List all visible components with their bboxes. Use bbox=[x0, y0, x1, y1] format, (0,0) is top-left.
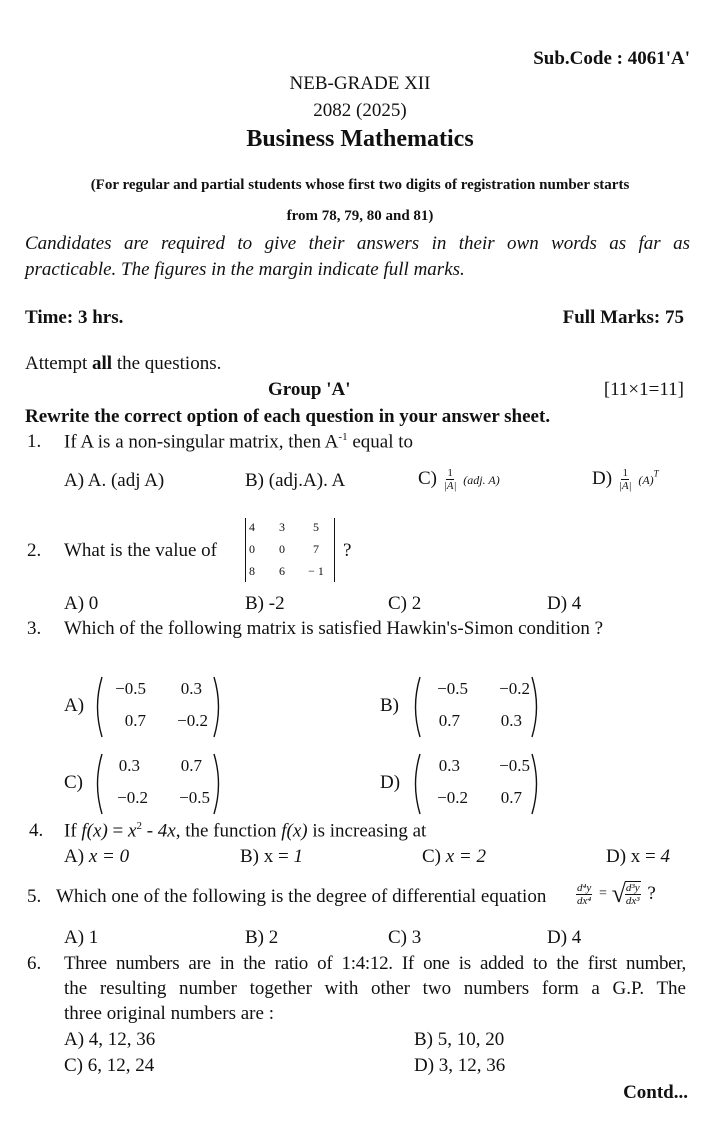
sub-code: Sub.Code : 4061'A' bbox=[533, 48, 690, 69]
full-marks: Full Marks: 75 bbox=[562, 307, 684, 328]
q4-option-c: C) x = 2 bbox=[422, 846, 487, 867]
q6-option-b: B) 5, 10, 20 bbox=[414, 1029, 505, 1050]
q6-text-line3: three original numbers are : bbox=[64, 1003, 274, 1024]
q6-number: 6. bbox=[27, 953, 42, 974]
q2-option-d: D) 4 bbox=[547, 593, 582, 614]
q1-text: If A is a non-singular matrix, then $A^{-1}$ equal to bbox=[64, 431, 414, 453]
q6-option-a: A) 4, 12, 36 bbox=[64, 1029, 156, 1050]
q1-option-d: D) $\frac{1}{|A|}$ $(A)^T$ bbox=[592, 467, 659, 492]
q2-option-a: A) 0 bbox=[64, 593, 99, 614]
q3-option-d-label: D) bbox=[380, 772, 401, 793]
q5-option-a: A) 1 bbox=[64, 927, 99, 948]
q3-option-a-matrix: −0.5 0.3 0.7 −0.2 bbox=[92, 675, 224, 739]
q4-option-b: B) x = 1 bbox=[240, 846, 303, 867]
q2-option-c: C) 2 bbox=[388, 593, 422, 614]
q1-option-c: C) $\frac{1}{|A|}$ (adj. A) bbox=[418, 467, 500, 492]
group-instruction: Rewrite the correct option of each question in your answer sheet. bbox=[25, 406, 551, 427]
q3-option-a-label: A) bbox=[64, 695, 85, 716]
instruction-line2: practicable. The figures in the margin indicate full marks. bbox=[25, 259, 465, 280]
q4-number: 4. bbox=[29, 820, 44, 841]
q5-option-b: B) 2 bbox=[245, 927, 279, 948]
instruction-line1: Candidates are required to give their answers in their own words as far as bbox=[25, 233, 690, 254]
exam-year: 2082 (2025) bbox=[313, 100, 407, 121]
q5-equation: $\frac{\text{d⁴y}}{\text{dx⁴}}$ = √ $\frac{\text{d³y}}{\text{dx³}}$ ? bbox=[577, 879, 656, 908]
q1-option-b: B) (adj.A). A bbox=[245, 470, 346, 491]
q6-text-line1: Three numbers are in the ratio of 1:4:12. If one is added to the first number, bbox=[64, 953, 686, 974]
q5-option-c: C) 3 bbox=[388, 927, 422, 948]
q3-option-d-matrix: 0.3 −0.5 −0.2 0.7 bbox=[410, 752, 542, 816]
continued-label: Contd... bbox=[623, 1082, 688, 1103]
group-marks: [11×1=11] bbox=[603, 379, 684, 400]
q6-option-d: D) 3, 12, 36 bbox=[414, 1055, 506, 1076]
q3-text: Which of the following matrix is satisfied Hawkin's-Simon condition ? bbox=[64, 618, 604, 639]
q3-option-b-label: B) bbox=[380, 695, 399, 716]
q3-option-c-label: C) bbox=[64, 772, 83, 793]
q6-text-line2: the resulting number together with other two numbers form a G.P. The bbox=[64, 978, 686, 999]
q5-text: Which one of the following is the degree of differential equation bbox=[56, 886, 547, 907]
q1-number: 1. bbox=[27, 431, 42, 452]
q2-determinant: 4 3 5 0 0 7 8 6 − 1 bbox=[245, 518, 335, 582]
q2-number: 2. bbox=[27, 540, 42, 561]
q6-option-c: C) 6, 12, 24 bbox=[64, 1055, 155, 1076]
q3-option-c-matrix: 0.3 0.7 −0.2 −0.5 bbox=[92, 752, 224, 816]
q2-question-mark: ? bbox=[343, 540, 352, 561]
q2-text: What is the value of bbox=[64, 540, 218, 561]
board-title: NEB-GRADE XII bbox=[289, 73, 431, 94]
eligibility-note-line1: (For regular and partial students whose first two digits of registration number starts bbox=[90, 177, 630, 193]
q4-option-a: A) x = 0 bbox=[64, 846, 130, 867]
q5-number: 5. bbox=[27, 886, 42, 907]
q5-option-d: D) 4 bbox=[547, 927, 582, 948]
q3-option-b-matrix: −0.5 −0.2 0.7 0.3 bbox=[410, 675, 542, 739]
q1-option-a: A) A. (adj A) bbox=[64, 470, 165, 491]
time-allowed: Time: 3 hrs. bbox=[25, 307, 124, 328]
attempt-instruction: Attempt all the questions. bbox=[25, 353, 222, 374]
q3-number: 3. bbox=[27, 618, 42, 639]
subject-title: Business Mathematics bbox=[246, 126, 474, 152]
group-title: Group 'A' bbox=[268, 379, 351, 400]
q4-option-d: D) x = 4 bbox=[606, 846, 671, 867]
q2-option-b: B) -2 bbox=[245, 593, 285, 614]
q4-text: If $f(x) = x^2 - 4x$, the function f(x) is increasing at bbox=[64, 820, 427, 842]
eligibility-note-line2: from 78, 79, 80 and 81) bbox=[286, 208, 434, 224]
